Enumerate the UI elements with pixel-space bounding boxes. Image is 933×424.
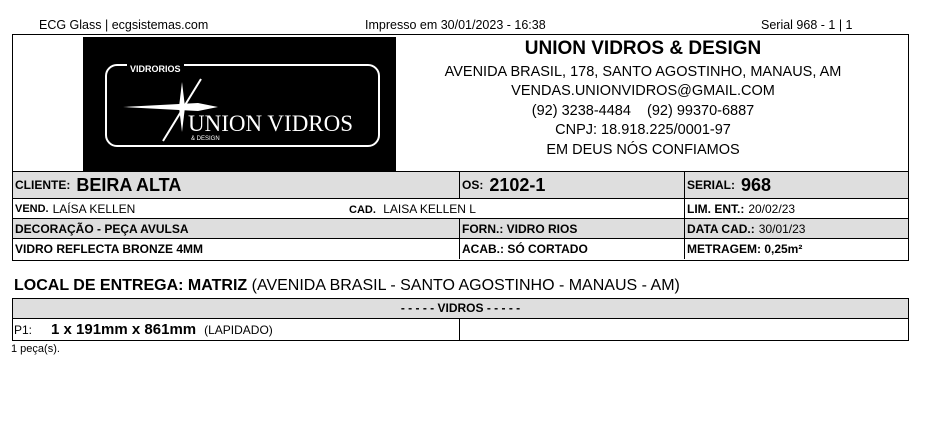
vend-label: VEND.	[15, 202, 49, 215]
data-cad-value: 30/01/23	[758, 221, 806, 236]
piece-count: 1 peça(s).	[11, 343, 60, 355]
lim-cell	[685, 199, 908, 219]
logo-brand-main: UNION VIDROS	[188, 111, 354, 136]
forn-cell	[460, 219, 685, 239]
cad-label: CAD.	[349, 203, 376, 216]
os-value: 2102-1	[489, 174, 546, 195]
serial-cell	[685, 172, 908, 199]
vend-cell	[13, 199, 685, 219]
company-name: UNION VIDROS & DESIGN	[524, 38, 762, 59]
piece-size: 1 x 191mm x 861mm	[51, 321, 197, 338]
acab-cell	[460, 239, 685, 259]
company-logo	[83, 37, 396, 171]
vend-value: LAÍSA KELLEN	[52, 201, 136, 216]
serial-label: SERIAL:	[687, 178, 735, 192]
logo-brand-sub: & DESIGN	[191, 136, 220, 142]
os-cell	[460, 172, 685, 199]
client-cell	[13, 172, 460, 199]
lim-label: LIM. ENT.:	[687, 201, 745, 216]
data-cad-cell	[685, 219, 908, 239]
logo-brand-small: VIDRORIOS	[127, 64, 184, 74]
company-cnpj: CNPJ: 18.918.225/0001-97	[555, 122, 731, 138]
data-cad-label: DATA CAD.:	[687, 221, 755, 236]
piece-finish: (LAPIDADO)	[204, 322, 273, 337]
vidro-cell	[13, 239, 460, 259]
company-address: AVENIDA BRASIL, 178, SANTO AGOSTINHO, MANAUS, AM	[444, 64, 842, 80]
system-name: ECG Glass | ecgsistemas.com	[39, 18, 209, 32]
cad-value: LAISA KELLEN L	[383, 201, 476, 216]
serial-value: 968	[741, 174, 772, 195]
decoracao-text: DECORAÇÃO - PEÇA AVULSA	[15, 221, 189, 236]
vidros-title: - - - - - VIDROS - - - - -	[13, 299, 908, 319]
order-table	[12, 172, 909, 261]
company-motto: EM DEUS NÓS CONFIAMOS	[546, 142, 740, 158]
delivery-line	[14, 277, 680, 295]
company-header	[12, 34, 909, 172]
client-label: CLIENTE:	[15, 178, 71, 192]
print-date: Impresso em 30/01/2023 - 16:38	[365, 18, 546, 32]
serial-page: Serial 968 - 1 | 1	[761, 18, 853, 32]
delivery-label: LOCAL DE ENTREGA: MATRIZ	[14, 277, 248, 294]
table-row	[13, 319, 460, 340]
acab-text: ACAB.: SÓ CORTADO	[462, 242, 588, 256]
delivery-address: (AVENIDA BRASIL - SANTO AGOSTINHO - MANAUS - AM)	[251, 277, 680, 294]
company-email: VENDAS.UNIONVIDROS@GMAIL.COM	[511, 83, 775, 99]
os-label: OS:	[462, 178, 484, 192]
lim-value: 20/02/23	[748, 201, 796, 216]
decoracao-cell	[13, 219, 460, 239]
vidros-table	[12, 298, 909, 341]
company-phones: (92) 3238-4484 (92) 99370-6887	[531, 103, 755, 119]
metragem-cell	[685, 239, 908, 259]
forn-text: FORN.: VIDRO RIOS	[462, 221, 578, 236]
vidro-text: VIDRO REFLECTA BRONZE 4MM	[15, 242, 203, 256]
client-value: BEIRA ALTA	[76, 174, 182, 195]
piece-id: P1:	[14, 322, 33, 337]
star-icon	[83, 37, 396, 171]
metragem-text: METRAGEM: 0,25m²	[687, 242, 803, 256]
